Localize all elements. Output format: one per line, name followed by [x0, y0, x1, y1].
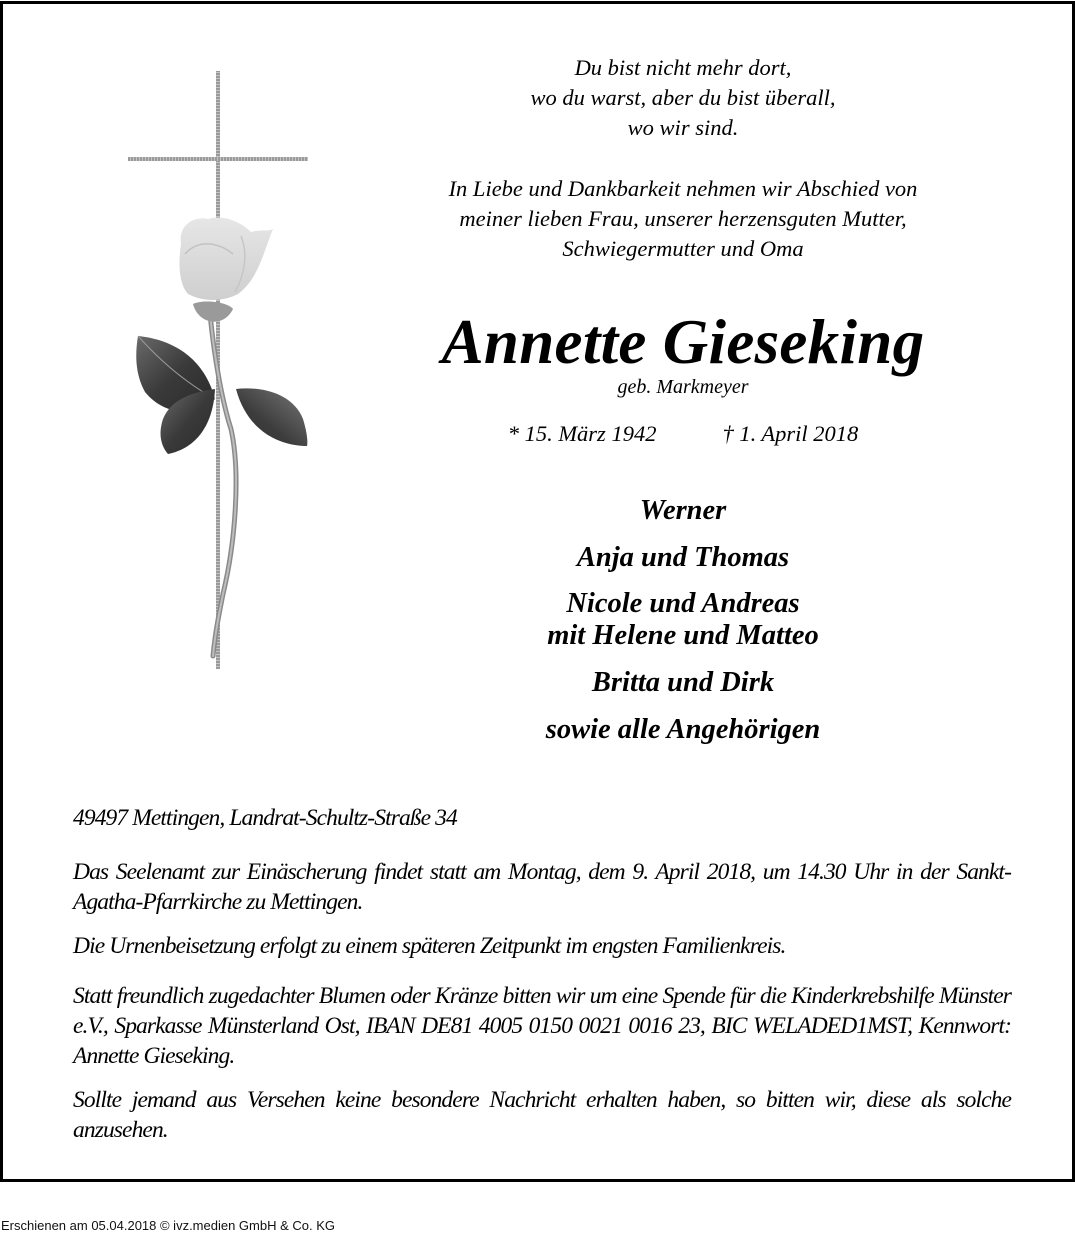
publication-credit: Erschienen am 05.04.2018 © ivz.medien GmbH & Co. KG [1, 1218, 336, 1233]
mourner-line: Britta und Dirk [591, 667, 775, 698]
mourner-line: sowie alle Angehörigen [545, 714, 821, 745]
birth-date: * 15. März 1942 [507, 421, 657, 446]
poem [383, 53, 983, 143]
poem-line: wo du warst, aber du bist überall, [530, 85, 836, 110]
rose-bloom [179, 217, 273, 300]
rose-leaf [236, 388, 307, 446]
service-info [73, 857, 1011, 917]
notification-note [73, 1085, 1011, 1145]
poem-line: Du bist nicht mehr dort, [574, 55, 792, 80]
poem-line: wo wir sind. [627, 115, 739, 140]
burial-text: Die Urnenbeisetzung erfolgt zu einem späteren Zeitpunkt im engsten Familienkreis. [73, 933, 786, 959]
obituary-notice [0, 1, 1075, 1182]
intro-line: meiner lieben Frau, unserer herzensguten Mutter, [459, 206, 907, 231]
maiden-name: geb. Markmeyer [617, 376, 749, 398]
cross-bar [128, 157, 308, 161]
address [73, 803, 1011, 833]
life-dates [383, 419, 983, 449]
deceased-name: Annette Gieseking [441, 307, 925, 377]
rose-icon [123, 214, 323, 674]
mourner-line: Werner [639, 495, 727, 526]
donation-info [73, 981, 1011, 1071]
address-text: 49497 Mettingen, Landrat-Schultz-Straße 34 [73, 805, 457, 831]
intro-line: Schwiegermutter und Oma [562, 236, 804, 261]
mourner-line: mit Helene und Matteo [547, 620, 819, 651]
intro-line: In Liebe und Dankbarkeit nehmen wir Abschied von [448, 176, 918, 201]
service-text: Das Seelenamt zur Einäscherung findet statt am Montag, dem 9. April 2018, um 14.30 Uhr in der Sankt-Agatha-Pfarrkirche zu Mettingen. [73, 859, 1011, 915]
rose-stem [210, 314, 236, 656]
farewell-intro [383, 174, 983, 264]
burial-info [73, 931, 1011, 961]
death-date: † 1. April 2018 [722, 421, 859, 446]
mourner-line: Nicole und Andreas [566, 588, 800, 619]
donation-text: Statt freundlich zugedachter Blumen oder Kränze bitten wir um eine Spende für die Kinderkrebshilfe Münster e.V., Sparkasse Münsterland Ost, IBAN DE81 4005 0150 0021 0016 23, BIC WELADED1MST, Kennwort: Annette Gieseking. [73, 983, 1011, 1069]
notification-text: Sollte jemand aus Versehen keine besondere Nachricht erhalten haben, so bitten wir, diese als solche anzusehen. [73, 1087, 1011, 1143]
mourner-line: Anja und Thomas [576, 542, 790, 573]
